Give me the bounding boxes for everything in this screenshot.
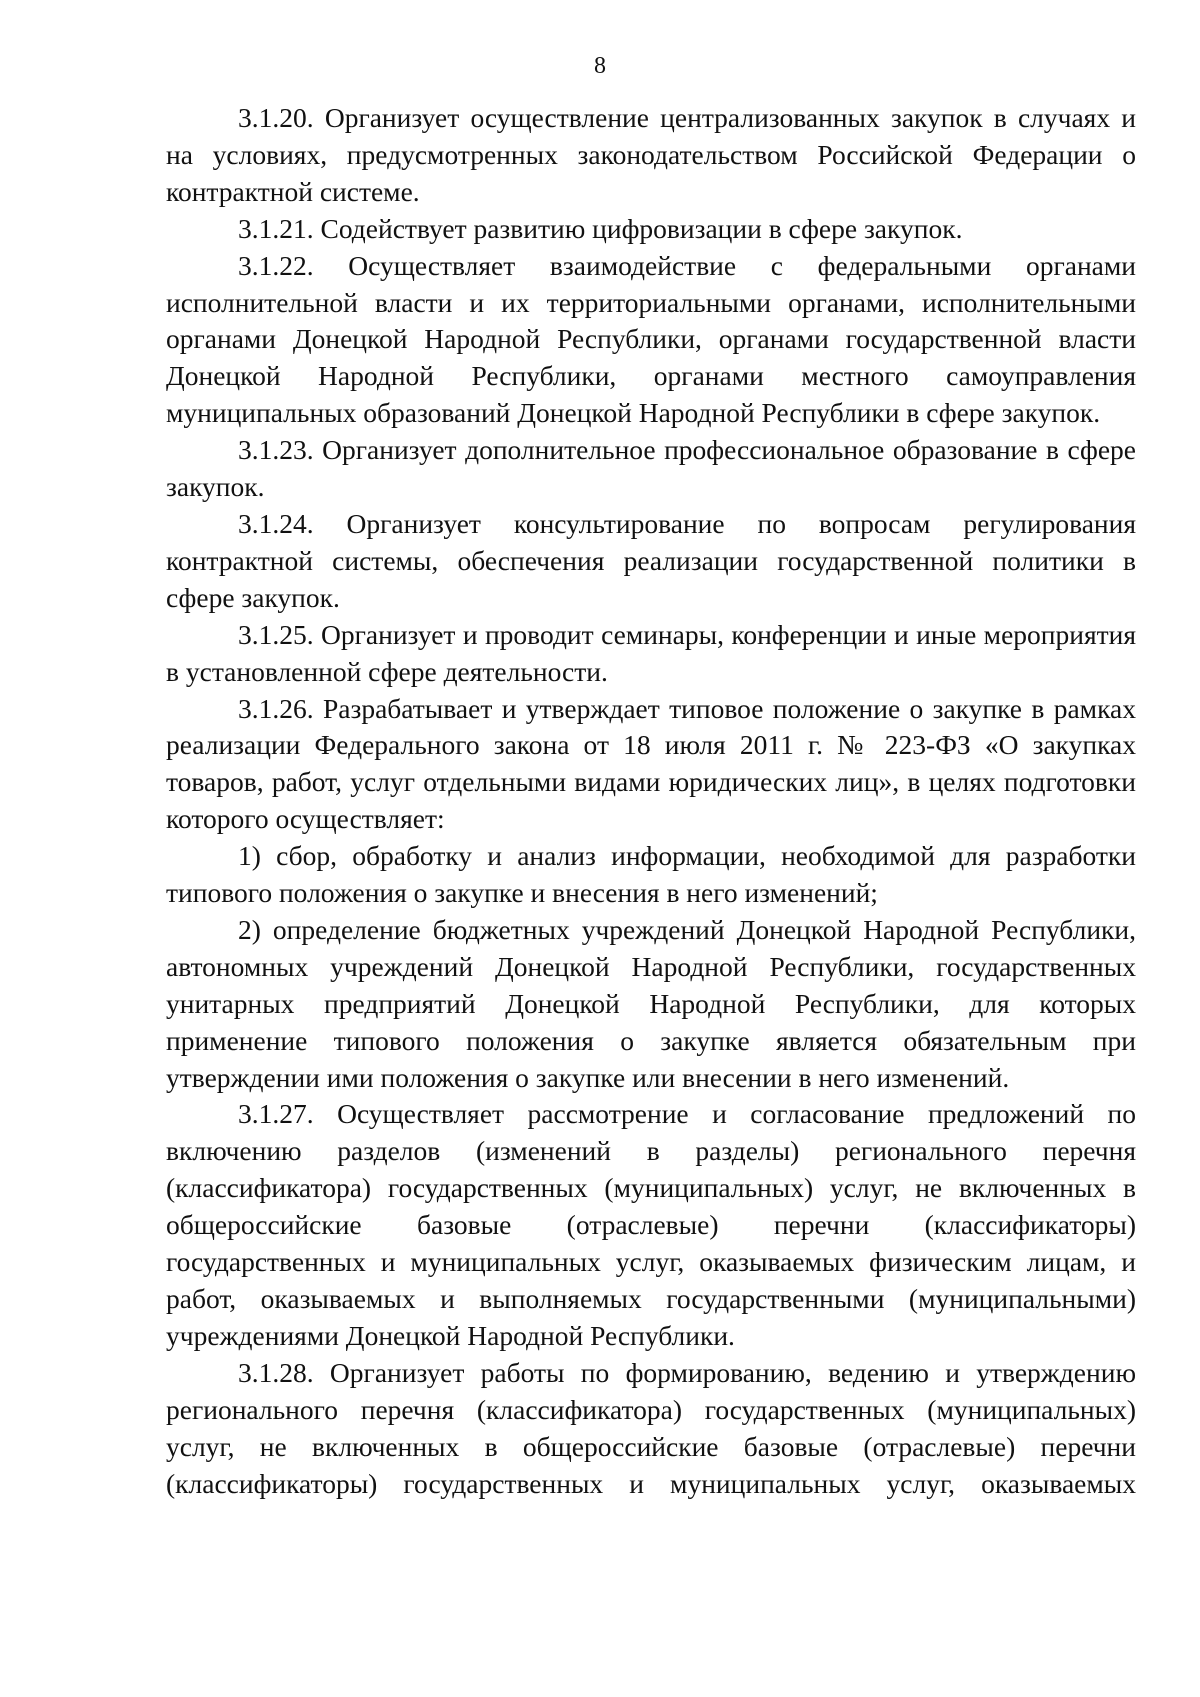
paragraph-3-1-24: 3.1.24. Организует консультирование по вопросам регулирования контрактной системы, обеспечения реализации государственной политики в сфере закупок.: [166, 507, 1136, 613]
paragraph-3-1-21: 3.1.21. Содействует развитию цифровизации в сфере закупок.: [238, 212, 963, 244]
paragraph-3-1-23: 3.1.23. Организует дополнительное профессиональное образование в сфере закупок.: [166, 434, 1136, 503]
paragraph-3-1-26: 3.1.26. Разрабатывает и утверждает типовое положение о закупке в рамках реализации Федерального закона от 18 июля 2011 г. № 223-ФЗ «О закупках товаров, работ, услуг отдельными видами юридических лиц», в целях подготовки которого осуществляет:: [166, 692, 1136, 835]
paragraph-3-1-22: 3.1.22. Осуществляет взаимодействие с федеральными органами исполнительной власти и их территориальными органами, исполнительными органами Донецкой Народной Республики, органами государственной власти Донецкой Народной Республики, органами местного самоуправления муниципальных образований Донецкой Народной Республики в сфере закупок.: [166, 249, 1136, 429]
paragraph-3-1-20: 3.1.20. Организует осуществление централизованных закупок в случаях и на условиях, предусмотренных законодательством Российской Федерации о контрактной системе.: [166, 102, 1136, 207]
list-item-2: 2) определение бюджетных учреждений Донецкой Народной Республики, автономных учреждений Донецкой Народной Республики, государственных унитарных предприятий Донецкой Народной Республики, для которых применение типового положения о закупке является обязательным при утверждении ими положения о закупке или внесении в него изменений.: [166, 913, 1136, 1093]
list-item-1: 1) сбор, обработку и анализ информации, необходимой для разработки типового положения о закупке и внесения в него изменений;: [166, 840, 1136, 909]
paragraph-3-1-25: 3.1.25. Организует и проводит семинары, конференции и иные мероприятия в установленной сфере деятельности.: [166, 618, 1136, 687]
paragraph-3-1-28: 3.1.28. Организует работы по формированию, ведению и утверждению регионального перечня (классификатора) государственных (муниципальных) услуг, не включенных в общероссийские базовые (отраслевые) перечни (классификаторы) государственных и муниципальных услуг, оказываемых: [166, 1356, 1136, 1499]
document-body: [166, 100, 1136, 1502]
paragraph-3-1-27: 3.1.27. Осуществляет рассмотрение и согласование предложений по включению разделов (изменений в разделы) регионального перечня (классификатора) государственных (муниципальных) услуг, не включенных в общероссийские базовые (отраслевые) перечни (классификаторы) государственных и муниципальных услуг, оказываемых физическим лицам, и работ, оказываемых и выполняемых государственными (муниципальными) учреждениями Донецкой Народной Республики.: [166, 1098, 1136, 1351]
page-number: 8: [594, 53, 606, 79]
